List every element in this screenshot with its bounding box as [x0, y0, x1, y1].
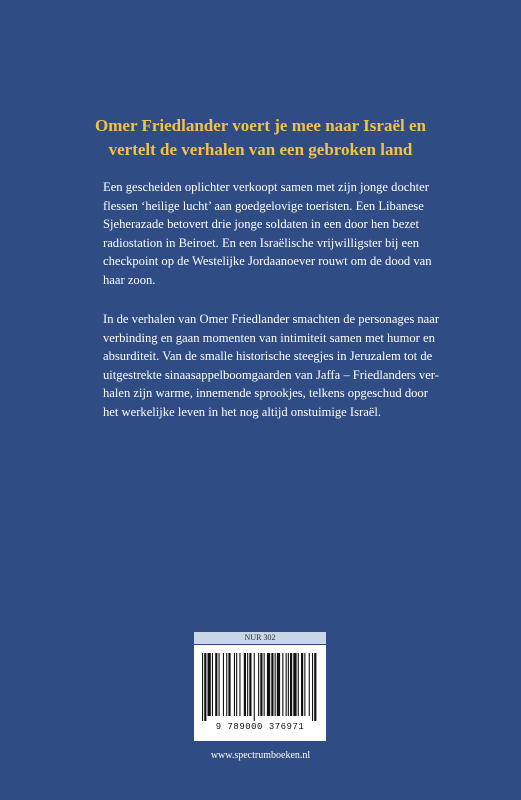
barcode-bar: [275, 653, 276, 716]
barcode-bar: [301, 653, 303, 716]
barcode-bar: [202, 653, 203, 721]
blurb-line: flessen ‘heilige lucht’ aan goedgelovige toeristen. Een Libanese: [103, 198, 424, 213]
barcode-bar: [264, 653, 265, 716]
blurb-line: halen zijn warme, innemende sprookjes, telkens opgeschud door: [103, 386, 428, 401]
blurb-line: radiostation in Beiroet. En een Israëlische vrijwilligster bij een: [103, 235, 419, 250]
barcode-bar: [212, 653, 213, 716]
barcode-bar: [271, 653, 273, 716]
barcode-bar: [204, 653, 206, 721]
barcode-box: [194, 645, 326, 741]
barcode-bar: [236, 653, 237, 716]
barcode-bar: [282, 653, 283, 716]
blurb-line: uitgestrekte sinaasappelboomgaarden van Jaffa – Friedlanders ver-: [103, 367, 439, 382]
barcode-bar: [249, 653, 251, 716]
barcode-bar: [223, 653, 224, 716]
barcode-bar: [293, 653, 296, 716]
blurb-line: absurditeit. Van de smalle historische steegjes in Jeruzalem tot de: [103, 349, 433, 364]
blurb-line: haar zoon.: [103, 272, 156, 287]
barcode-bar: [304, 653, 305, 716]
tagline-line: Omer Friedlander voert je mee naar Israël en: [95, 116, 426, 135]
barcode-bar: [219, 653, 220, 716]
barcode: [200, 653, 320, 721]
barcode-bar: [286, 653, 287, 716]
barcode-bar: [208, 653, 211, 716]
barcode-bar: [226, 653, 227, 716]
barcode-bar: [314, 653, 316, 721]
barcode-bar: [234, 653, 235, 716]
tagline-line: vertelt de verhalen van een gebroken land: [108, 140, 413, 159]
blurb-paragraph-1: [103, 178, 432, 290]
blurb-line: Sjeherazade betovert drie jonge soldaten in een door hen bezet: [103, 217, 419, 232]
barcode-bar: [254, 653, 255, 721]
nur-label: NUR 302: [194, 632, 326, 644]
blurb-line: verbinding en gaan momenten van intimiteit samen met humor en: [103, 330, 435, 345]
tagline: [0, 114, 521, 162]
blurb-line: checkpoint op de Westelijke Jordaanoever rouwt om de dood van: [103, 254, 432, 269]
barcode-bar: [247, 653, 248, 716]
barcode-bar: [260, 653, 262, 716]
blurb-paragraph-2: [103, 310, 440, 422]
barcode-bar: [277, 653, 280, 716]
barcode-bar: [215, 653, 217, 716]
blurb-line: het werkelijke leven in het nog altijd onstuimige Israël.: [103, 404, 382, 419]
barcode-bar: [290, 653, 292, 716]
barcode-bar: [288, 653, 289, 716]
blurb-line: Een gescheiden oplichter verkoopt samen met zijn jonge dochter: [103, 180, 429, 194]
barcode-bar: [228, 653, 230, 716]
barcode-bar: [244, 653, 246, 716]
barcode-bar: [267, 653, 270, 716]
isbn-number: 9 789000 376971: [215, 722, 305, 732]
barcode-bar: [309, 653, 310, 716]
blurb-line: In de verhalen van Omer Friedlander smachten de personages naar: [103, 312, 440, 326]
barcode-bar: [258, 653, 259, 716]
barcode-bar: [239, 653, 240, 716]
barcode-bar: [312, 653, 313, 721]
website-url: www.spectrumboeken.nl: [210, 750, 311, 761]
barcode-bar: [298, 653, 299, 716]
